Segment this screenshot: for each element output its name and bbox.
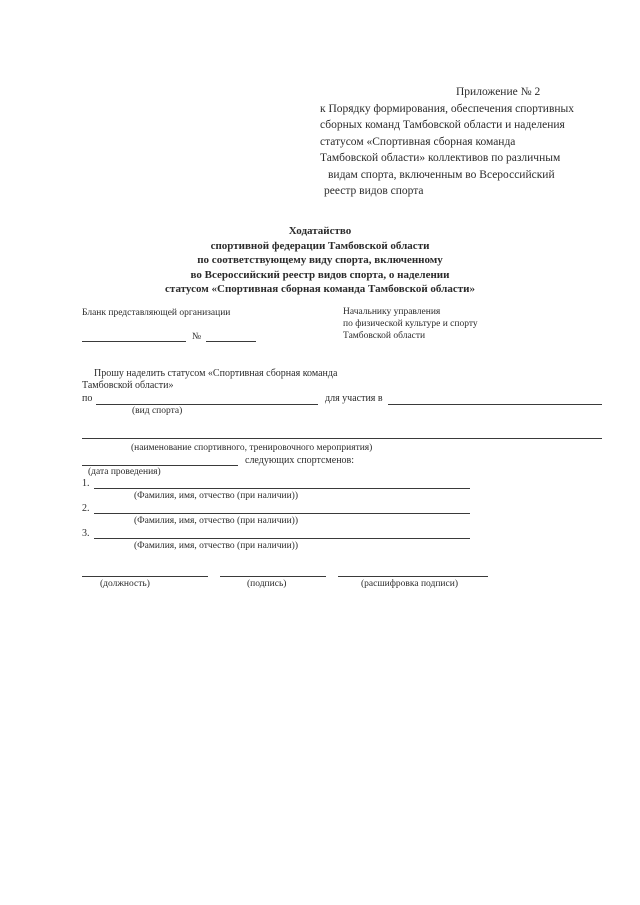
blank-number-field[interactable] xyxy=(206,341,256,342)
athlete-number: 2. xyxy=(82,503,90,514)
request-text-cont: Тамбовской области» xyxy=(82,380,174,391)
athlete-3-field[interactable] xyxy=(94,538,470,539)
title-line: во Всероссийский реестр видов спорта, о наделении xyxy=(190,268,450,281)
addressee-line: по физической культуре и спорту xyxy=(343,319,478,329)
annex-line: видам спорта, включенным во Всероссийский xyxy=(328,168,555,181)
decoding-caption: (расшифровка подписи) xyxy=(361,579,458,589)
title-line: статусом «Спортивная сборная команда Тамбовской области» xyxy=(165,283,475,295)
athlete-number: 3. xyxy=(82,528,90,539)
date-field[interactable] xyxy=(82,465,238,466)
title-line: спортивной федерации Тамбовской области xyxy=(210,239,430,252)
decoding-field[interactable] xyxy=(338,576,488,577)
number-sign: № xyxy=(192,332,202,342)
annex-title: Приложение № 2 xyxy=(456,86,541,98)
sport-caption: (вид спорта) xyxy=(132,406,183,416)
sport-field[interactable] xyxy=(96,404,318,405)
annex-line: сборных команд Тамбовской области и наделения xyxy=(320,119,565,131)
annex-line: Тамбовской области» коллективов по различным xyxy=(320,152,561,164)
po-label: по xyxy=(82,393,93,404)
position-caption: (должность) xyxy=(100,579,150,589)
event-caption: (наименование спортивного, тренировочного мероприятия) xyxy=(131,443,373,453)
athletes-label: следующих спортсменов: xyxy=(245,455,355,466)
addressee-line: Тамбовской области xyxy=(343,331,426,341)
blank-label: Бланк представляющей организации xyxy=(82,308,231,318)
date-caption: (дата проведения) xyxy=(88,467,161,477)
athlete-caption: (Фамилия, имя, отчество (при наличии)) xyxy=(134,516,299,526)
participation-label: для участия в xyxy=(325,393,383,404)
annex-line: к Порядку формирования, обеспечения спортивных xyxy=(320,102,575,115)
signature-field[interactable] xyxy=(220,576,326,577)
annex-line: реестр видов спорта xyxy=(324,185,424,197)
title-line: по соответствующему виду спорта, включенному xyxy=(197,254,443,266)
athlete-1-field[interactable] xyxy=(94,488,470,489)
athlete-caption: (Фамилия, имя, отчество (при наличии)) xyxy=(134,491,299,501)
addressee-line: Начальнику управления xyxy=(343,307,441,317)
document-title xyxy=(0,224,640,297)
request-text: Прошу наделить статусом «Спортивная сборная команда xyxy=(94,368,338,379)
athlete-caption: (Фамилия, имя, отчество (при наличии)) xyxy=(134,541,299,551)
annex-block xyxy=(320,84,574,200)
annex-line: статусом «Спортивная сборная команда xyxy=(320,135,516,148)
participation-field[interactable] xyxy=(388,404,602,405)
title-line: Ходатайство xyxy=(288,225,352,237)
blank-date-field[interactable] xyxy=(82,341,186,342)
position-field[interactable] xyxy=(82,576,208,577)
event-field[interactable] xyxy=(82,438,602,439)
athlete-number: 1. xyxy=(82,478,90,489)
athlete-2-field[interactable] xyxy=(94,513,470,514)
signature-caption: (подпись) xyxy=(247,579,287,589)
addressee-block xyxy=(343,306,478,342)
